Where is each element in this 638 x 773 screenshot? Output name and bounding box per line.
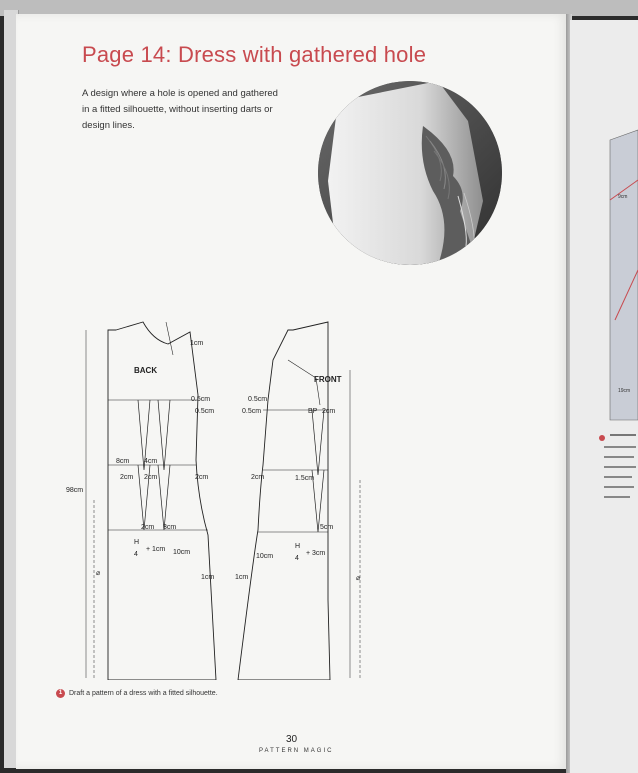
measure: 4 (134, 551, 138, 558)
measure: 2cm (322, 408, 336, 415)
measure: H (295, 543, 301, 550)
measure: 98cm (66, 487, 84, 494)
measure: 0.5cm (191, 396, 211, 403)
measure: + 3cm (306, 550, 326, 557)
measure: H (134, 539, 140, 546)
measure: 8cm (116, 458, 130, 465)
page-number: 30 (286, 734, 298, 745)
measure: 0.5cm (248, 396, 268, 403)
front-label: FRONT (314, 375, 342, 384)
adjacent-page-figure (570, 20, 638, 773)
measure: 4 (295, 555, 299, 562)
measure: 10cm (256, 553, 274, 560)
adjacent-page (570, 20, 638, 773)
measure: 2cm (251, 474, 265, 481)
dress-photo (318, 81, 502, 265)
adjacent-label-top: 9cm (618, 194, 628, 200)
measure: 1cm (190, 340, 204, 347)
intro-text (82, 86, 312, 134)
measure: 2cm (141, 524, 155, 531)
measure: 0.5cm (195, 408, 215, 415)
measure: 1.5cm (295, 475, 315, 482)
intro-line: in a fitted silhouette, without inserting darts or (82, 104, 273, 115)
measure: ⌀ (356, 575, 361, 582)
dress-pattern-draft (58, 300, 378, 680)
measure: 10cm (173, 549, 191, 556)
intro-line: A design where a hole is opened and gathered (82, 88, 278, 99)
measure: 1cm (235, 574, 249, 581)
adjacent-label-mid: 19cm (618, 388, 631, 394)
intro-line: design lines. (82, 120, 135, 131)
caption-text: Draft a pattern of a dress with a fitted silhouette. (69, 690, 218, 697)
measure: 2cm (144, 474, 158, 481)
caption-number-badge: 1 (56, 689, 65, 698)
measure: 3cm (163, 524, 177, 531)
dress-photo-image (318, 81, 502, 265)
measure: 4cm (144, 458, 158, 465)
measure: ⌀ (96, 570, 101, 577)
measure: 5cm (320, 524, 334, 531)
figure-caption (56, 689, 218, 698)
book-name: PATTERN MAGIC (259, 748, 334, 754)
back-outline (108, 322, 216, 680)
measure: 2cm (120, 474, 134, 481)
back-label: BACK (134, 366, 158, 375)
measure: + 1cm (146, 546, 166, 553)
measure: 1cm (201, 574, 215, 581)
page-title: Page 14: Dress with gathered hole (82, 42, 427, 67)
measure: BP (308, 408, 318, 415)
measure: 2cm (195, 474, 209, 481)
book-page (16, 14, 568, 769)
measure: 0.5cm (242, 408, 262, 415)
